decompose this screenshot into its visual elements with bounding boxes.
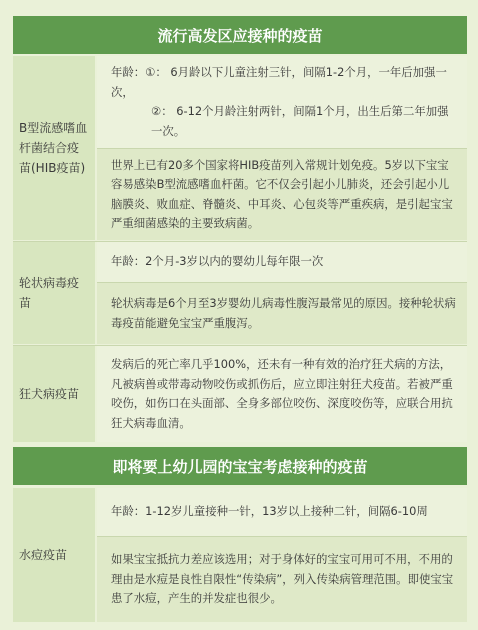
vaccine-desc-rabies [97, 346, 467, 442]
vaccine-name-varicella [13, 488, 95, 622]
vaccine-name: 狂犬病疫苗 [19, 387, 80, 401]
vaccine-name-rabies [13, 346, 95, 442]
vaccine-age-rotavirus [97, 242, 467, 282]
description: 轮状病毒是6个月至3岁婴幼儿病毒性腹泻最常见的原因。接种轮状病毒疫苗能避免宝宝严重腹泻。 [111, 296, 456, 330]
vaccine-name-hib [13, 56, 95, 240]
vaccine-name: 轮状病毒疫苗 [19, 276, 80, 310]
description: 发病后的死亡率几乎100%，还未有一种有效的治疗狂犬病的方法，凡被病兽或带毒动物咬伤或抓伤后，应立即注射狂犬疫苗。若被严重咬伤，如伤口在头面部、全身多部位咬伤、深度咬伤等，应联合用抗狂犬病毒血清。 [111, 357, 453, 430]
vaccine-desc-rotavirus [97, 283, 467, 344]
section-title: 即将要上幼儿园的宝宝考虑接种的疫苗 [13, 447, 467, 485]
age-line-1: 年龄：①： 6月龄以下儿童注射三针，间隔1-2个月，一年后加强一次， [111, 65, 447, 99]
description: 世界上已有20多个国家将HIB疫苗列入常规计划免疫。5岁以下宝宝容易感染B型流感嗜血杆菌。它不仅会引起小儿肺炎，还会引起小儿脑膜炎、败血症、脊髓炎、中耳炎、心包炎等严重疾病，是引起宝宝严重细菌感染的主要致病菌。 [111, 157, 453, 230]
age-line-2: ②： 6-12个月龄注射两针，间隔1个月，出生后第二年加强一次。 [151, 104, 449, 138]
vaccine-desc-varicella [97, 537, 467, 622]
section-title: 流行高发区应接种的疫苗 [13, 16, 467, 54]
age-line: 年龄：2个月-3岁以内的婴幼儿每年限一次 [111, 254, 324, 269]
description: 如果宝宝抵抗力差应该选用；对于身体好的宝宝可用可不用，不用的理由是水痘是良性自限性“传染病”，列入传染病管理范围。即使宝宝患了水痘，产生的并发症也很少。 [111, 552, 454, 606]
vaccine-name-rotavirus [13, 242, 95, 344]
vaccine-name: 水痘疫苗 [19, 548, 68, 562]
vaccine-age-hib [97, 56, 467, 148]
vaccine-desc-hib [97, 149, 467, 240]
age-line: 年龄：1-12岁儿童接种一针，13岁以上接种二针，间隔6-10周 [111, 504, 428, 519]
vaccine-age-varicella [97, 488, 467, 536]
vaccine-name: B型流感嗜血杆菌结合疫苗(HIB疫苗) [19, 121, 88, 175]
